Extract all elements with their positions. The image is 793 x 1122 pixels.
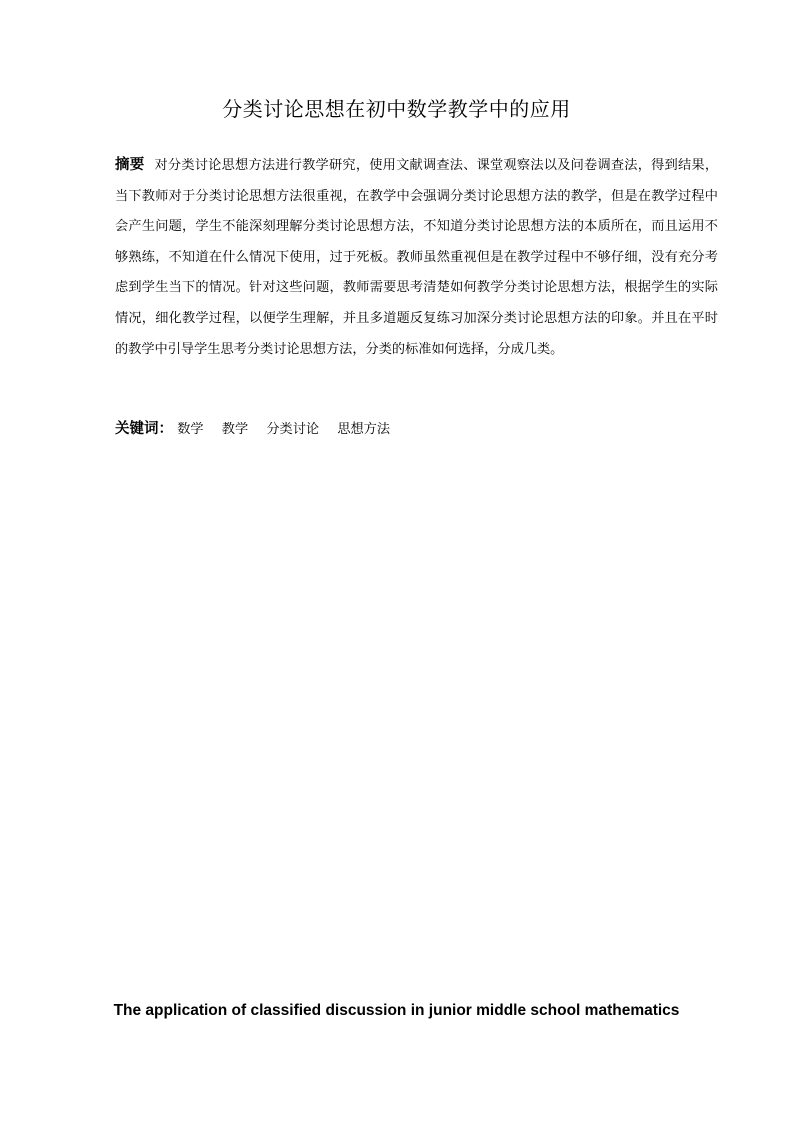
english-title: The application of classified discussion in junior middle school mathematics [113,1002,680,1019]
keywords-label: 关键词： [115,421,173,437]
page-title: 分类讨论思想在初中数学教学中的应用 [222,97,571,121]
keyword-item: 数学 [177,422,204,437]
abstract-text: 对分类讨论思想方法进行教学研究，使用文献调查法、课堂观察法以及问卷调查法，得到结果，当下教师对于分类讨论思想方法很重视，在教学中会强调分类讨论思想方法的教学，但是在教学过程中会产生问题，学生不能深刻理解分类讨论思想方法，不知道分类讨论思想方法的本质所在，而且运用不够熟练，不知道在什么情况下使用，过于死板。教师虽然重视但是在教学过程中不够仔细，没有充分考虑到学生当下的情况。针对这些问题，教师需要思考清楚如何教学分类讨论思想方法，根据学生的实际情况，细化教学过程，以便学生理解，并且多道题反复练习加深分类讨论思想方法的印象。并且在平时的教学中引导学生思考分类讨论思想方法，分类的标准如何选择，分成几类。 [115,158,719,357]
keyword-item: 思想方法 [337,422,391,437]
keyword-item: 分类讨论 [266,422,320,437]
keywords-line [115,417,718,442]
abstract-label: 摘要 [115,157,145,173]
keyword-item: 教学 [221,422,249,437]
abstract-paragraph [115,150,718,365]
